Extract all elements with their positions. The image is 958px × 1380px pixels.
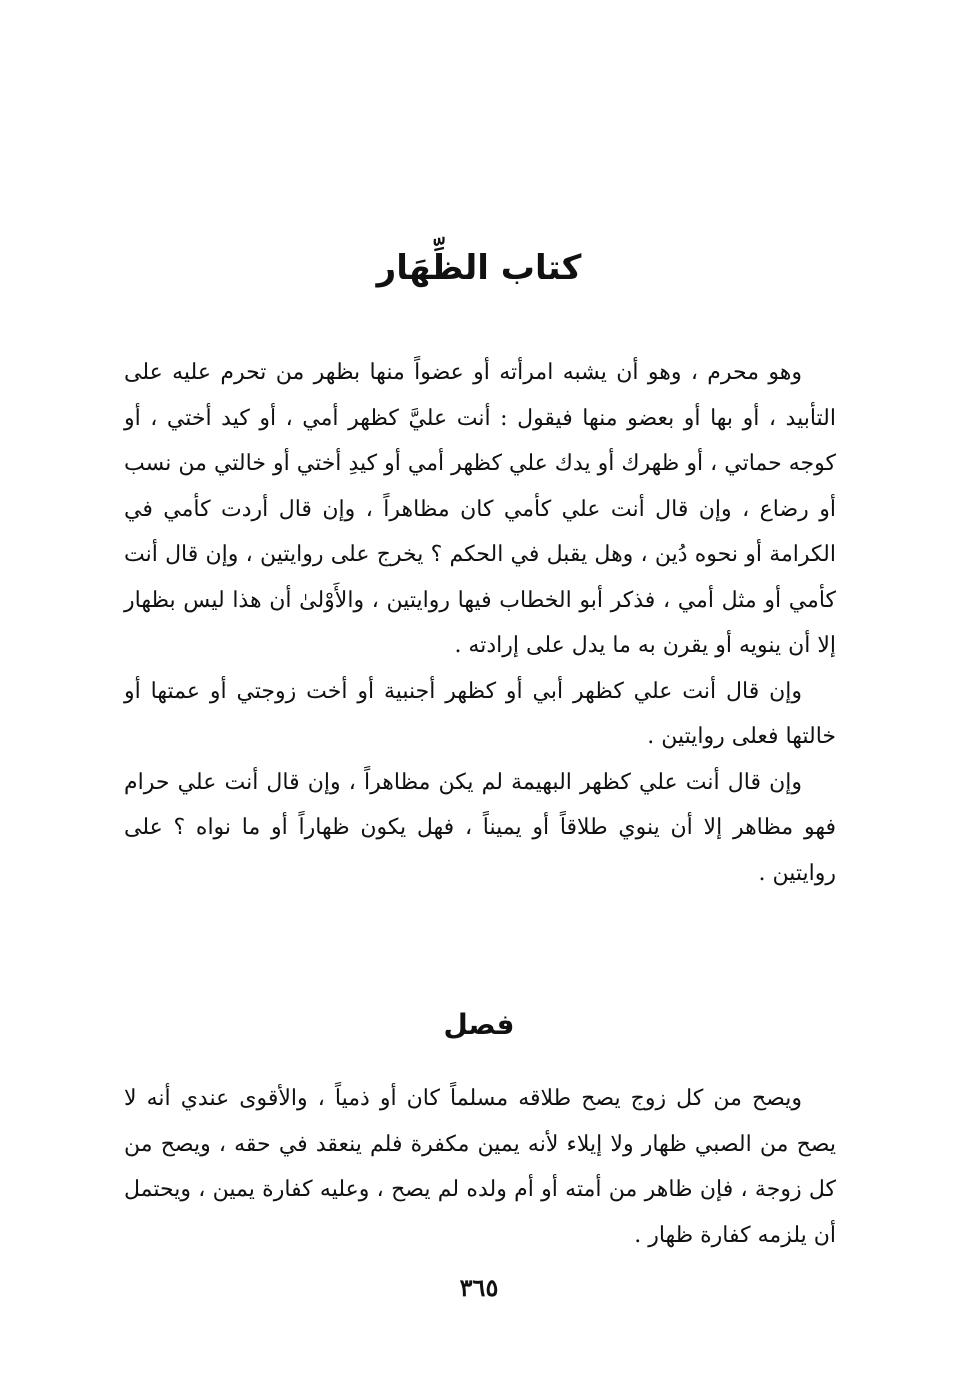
paragraph-3: وإن قال أنت علي كظهر البهيمة لم يكن مظاهراً ، وإن قال أنت علي حرام فهو مظاهر إلا أن ينوي طلاقاً أو يميناً ، فهل يكون ظهاراً أو ما نواه ؟ على روايتين . <box>124 769 836 886</box>
chapter-body <box>124 350 836 896</box>
section-paragraph-1: ويصح من كل زوج يصح طلاقه مسلماً كان أو ذمياً ، والأقوى عندي أنه لا يصح من الصبي ظهار ولا إيلاء لأنه يمين مكفرة فلم ينعقد في حقه ، ويصح من كل زوجة ، فإن ظاهر من أمته أو أم ولده لم يصح ، وعليه كفارة يمين ، ويحتمل أن يلزمه كفارة ظهار . <box>124 1086 836 1248</box>
chapter-title: كتاب الظِّهَار <box>376 248 582 288</box>
paragraph-1: وهو محرم ، وهو أن يشبه امرأته أو عضواً منها بظهر من تحرم عليه على التأبيد ، أو بها أو بعضو منها فيقول : أنت عليَّ كظهر أمي ، أو كيد أختي ، أو كوجه حماتي ، أو ظهرك أو يدك علي كظهر أمي أو كيدِ أختي أو خالتي من نسب أو رضاع ، وإن قال أنت علي كأمي كان مظاهراً ، وإن قال أردت كأمي في الكرامة أو نحوه دُين ، وهل يقبل في الحكم ؟ يخرج على روايتين ، وإن قال أنت كأمي أو مثل أمي ، فذكر أبو الخطاب فيها روايتين ، والأَوْلىٰ أن هذا ليس بظهار إلا أن ينويه أو يقرن به ما يدل على إرادته . <box>124 360 836 658</box>
paragraph-2: وإن قال أنت علي كظهر أبي أو كظهر أجنبية أو أخت زوجتي أو عمتها أو خالتها فعلى روايتين . <box>124 678 836 749</box>
page-number: ٣٦٥ <box>459 1273 499 1302</box>
section-title: فصل <box>443 1008 515 1041</box>
section-body <box>124 1076 836 1258</box>
